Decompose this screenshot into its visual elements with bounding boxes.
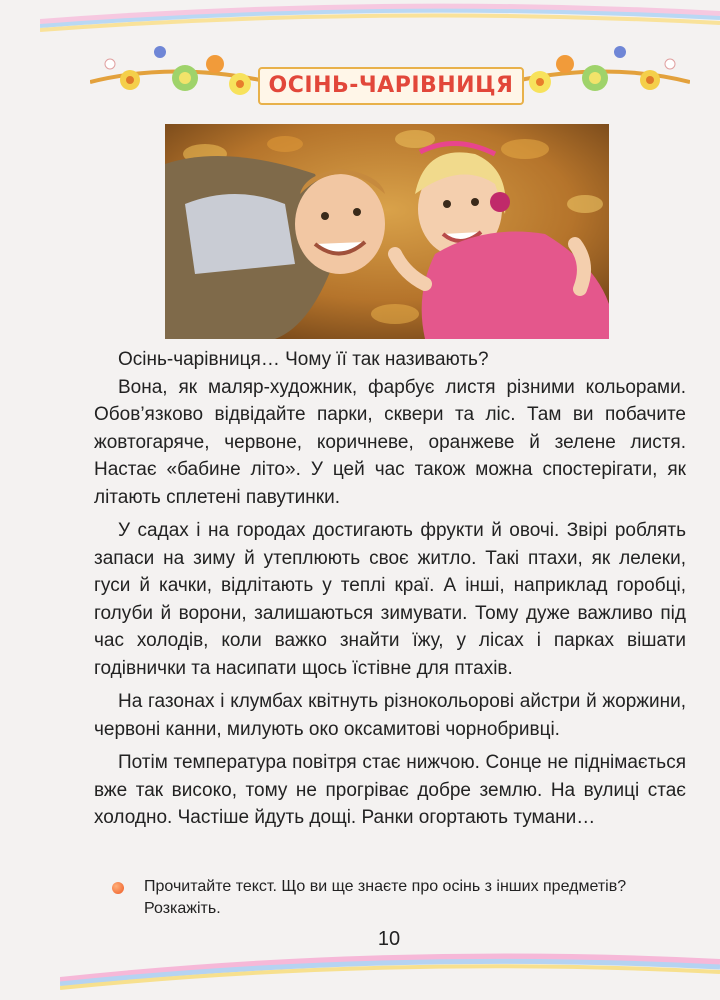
paragraph-2: Вона, як маляр-художник, фарбує листя різними кольорами. Обов’язково відвідайте парки, сквери та ліс. Там ви побачите жовтогаряче, червоне, коричневе, оранжеве й зелене листя. Настає «бабине літо». У цей час також можна спостерігати, як літають сплетені павутинки. — [94, 376, 686, 508]
children-lying-on-autumn-leaves-photo-icon — [165, 124, 609, 339]
rainbow-swoosh-top — [40, 0, 720, 40]
task-text: Прочитайте текст. Що ви ще знаєте про осінь з інших предметів? Розкажіть. — [144, 878, 627, 917]
autumn-children-photo — [165, 124, 609, 339]
paragraph-1: Осінь-чарівниця… Чому її так називають? — [118, 349, 489, 370]
rainbow-swoosh-bottom — [60, 940, 720, 990]
task-block — [118, 876, 686, 920]
page-number: 10 — [377, 928, 401, 950]
main-text — [94, 346, 686, 832]
page-title: ОСІНЬ-ЧАРІВНИЦЯ — [258, 67, 524, 105]
bullet-icon — [112, 882, 124, 894]
paragraph-3: У садах і на городах достигають фрукти й овочі. Звірі роблять запаси на зиму й утеплюють своє житло. Такі птахи, як лелеки, гуси й качки, відлітають у теплі краї. А інші, наприклад горобці, голуби й ворони, залишаються зимувати. Тому дуже важливо під час холодів, коли важко знайти їжу, у лісах і парках вішати годівнички та насипати щось їстівне для птахів. — [94, 520, 686, 679]
paragraph-5: Потім температура повітря стає нижчою. Сонце не піднімається вже так високо, тому не прогріває добре землю. На вулиці стає холодно. Частіше йдуть дощі. Ранки огортають тумани… — [94, 752, 686, 828]
paragraph-4: На газонах і клумбах квітнуть різнокольорові айстри й жоржини, червоні канни, милують око оксамитові чорнобривці. — [94, 691, 686, 740]
